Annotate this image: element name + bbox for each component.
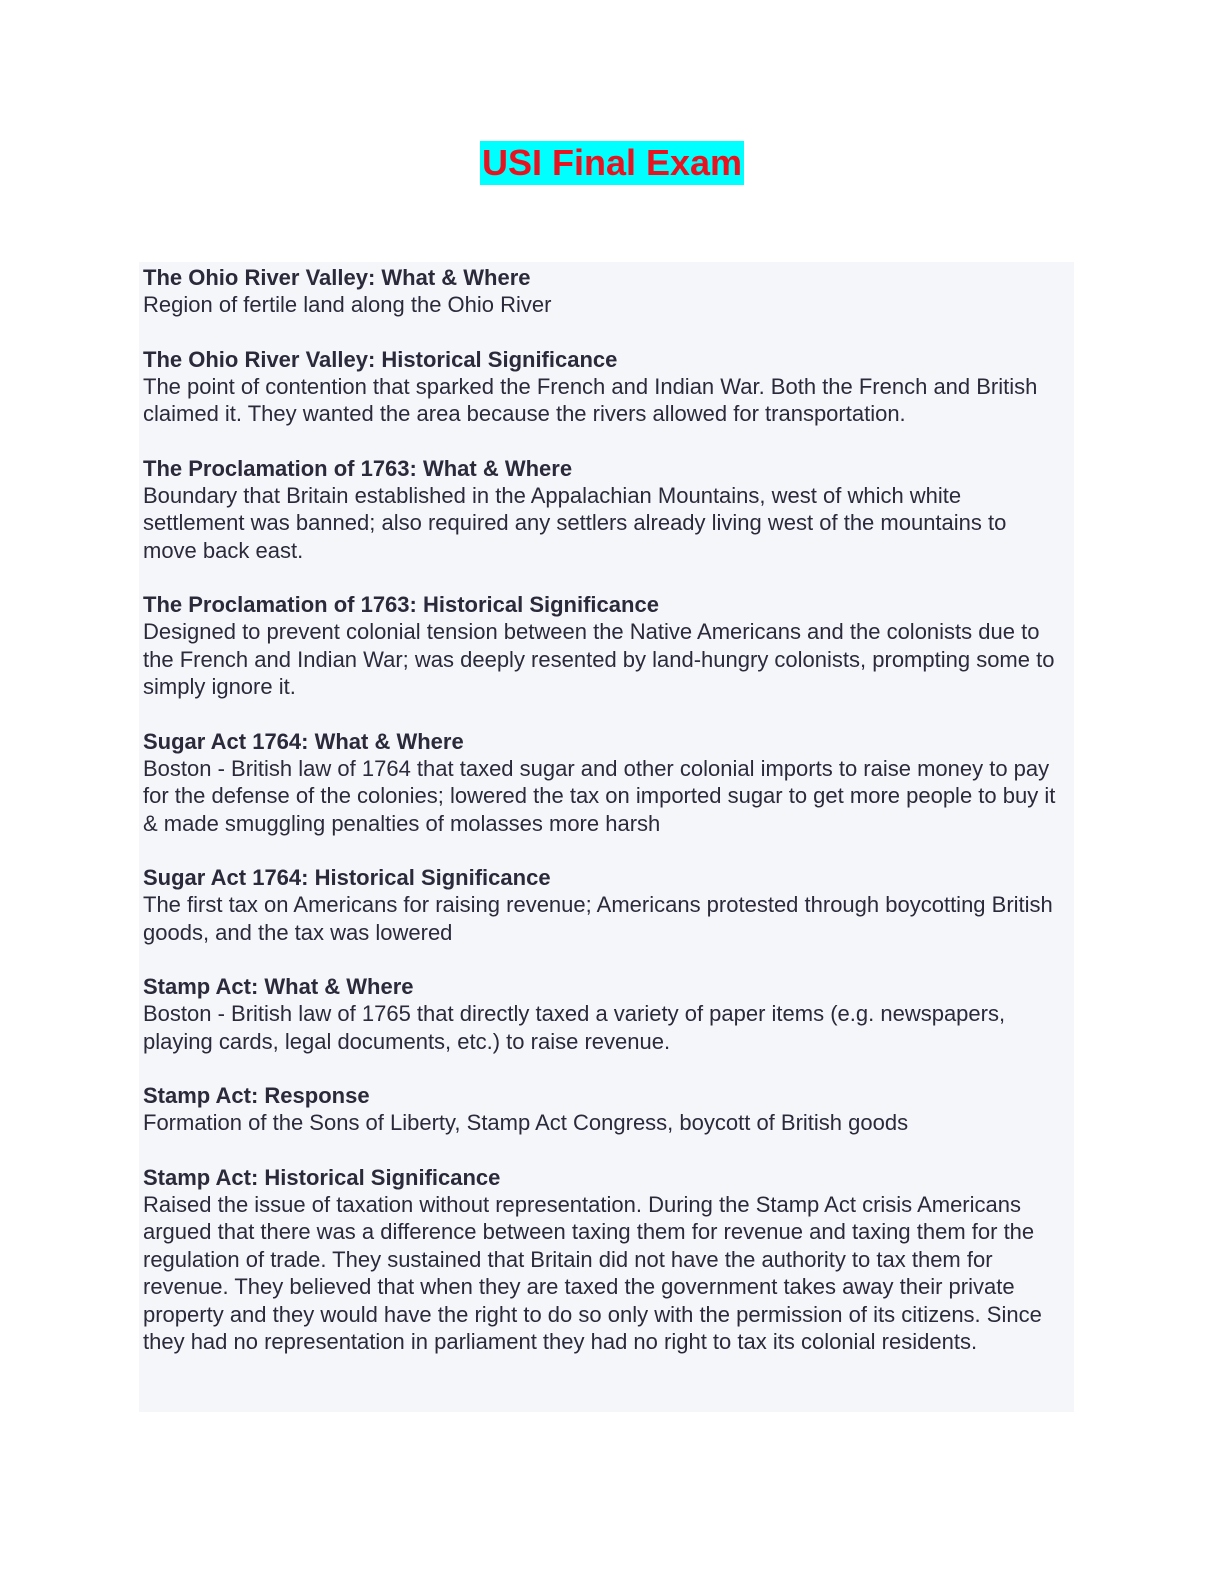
title-container [0,141,1224,185]
entry-sugar-significance [143,864,1063,946]
entry-ohio-significance [143,346,1063,428]
entry-body: The first tax on Americans for raising revenue; Americans protested through boycotting British goods, and the tax was lowered [143,892,1053,945]
entry-heading: Sugar Act 1764: What & Where [143,728,464,754]
entry-body: Boston - British law of 1765 that directly taxed a variety of paper items (e.g. newspapers, playing cards, legal documents, etc.) to raise revenue. [143,1001,1006,1054]
entry-sugar-what [143,728,1063,838]
entry-stamp-what [143,973,1063,1055]
entry-proclamation-what [143,455,1063,565]
entry-stamp-significance [143,1164,1063,1356]
entry-proclamation-significance [143,591,1063,701]
entry-list [143,264,1063,1383]
entry-heading: The Ohio River Valley: Historical Significance [143,346,618,372]
entry-body: Region of fertile land along the Ohio River [143,292,552,317]
entry-heading: The Proclamation of 1763: Historical Significance [143,592,659,617]
entry-stamp-response [143,1082,1063,1137]
entry-body: The point of contention that sparked the French and Indian War. Both the French and British claimed it. They wanted the area because the rivers allowed for transportation. [143,373,1038,426]
entry-body: Formation of the Sons of Liberty, Stamp Act Congress, boycott of British goods [143,1110,909,1135]
entry-heading: The Ohio River Valley: What & Where [143,265,531,290]
entry-heading: Stamp Act: Historical Significance [143,1164,501,1190]
entry-ohio-what [143,264,1063,319]
entry-heading: Stamp Act: Response [143,1083,370,1108]
entry-body: Boundary that Britain established in the Appalachian Mountains, west of which white settlement was banned; also required any settlers already living west of the mountains to move back east. [143,482,1007,563]
entry-body: Raised the issue of taxation without representation. During the Stamp Act crisis Americans argued that there was a difference between taxing them for revenue and taxing them for the regulation of trade. They sustained that Britain did not have the authority to tax them for revenue. They believed that when they are taxed the government takes away their private property and they would have the right to do so only with the permission of its citizens. Since they had no representation in parliament they had no right to tax its colonial residents. [143,1191,1042,1354]
entry-body: Designed to prevent colonial tension between the Native Americans and the colonists due to the French and Indian War; was deeply resented by land-hungry colonists, prompting some to simply ignore it. [143,619,1055,699]
document-title: USI Final Exam [481,142,743,183]
entry-heading: Stamp Act: What & Where [143,974,414,999]
entry-heading: Sugar Act 1764: Historical Significance [143,865,551,890]
entry-heading: The Proclamation of 1763: What & Where [143,455,573,481]
entry-body: Boston - British law of 1764 that taxed sugar and other colonial imports to raise money to pay for the defense of the colonies; lowered the tax on imported sugar to get more people to buy it & made smuggling penalties of molasses more harsh [143,755,1056,836]
